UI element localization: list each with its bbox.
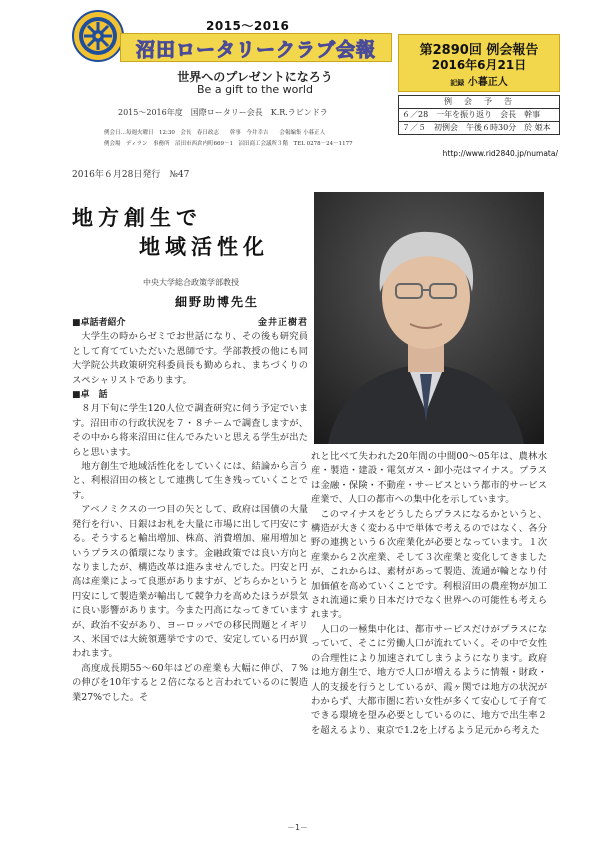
venue-info: 例会場 ディラン 事務所 沼田市西倉内町669－1 沼田商工会議所３階 TEL 0278－24－1177 xyxy=(104,141,353,147)
article-title-line2: 地域活性化 xyxy=(139,234,269,259)
meeting-report-box xyxy=(398,34,560,92)
article-right-column xyxy=(311,450,547,738)
club-name-banner xyxy=(120,33,392,62)
website-url: http://www.rid2840.jp/numata/ xyxy=(442,149,558,158)
meeting-info: 例会日…毎週火曜日 12:30 会長 春日政志 幹事 今井幸吉 会報編集 小暮正人 xyxy=(104,130,326,136)
intro-presenter: 金井正樹君 xyxy=(257,318,308,328)
meeting-schedule xyxy=(398,95,560,135)
recorder-name: 小暮正人 xyxy=(467,77,508,88)
body-paragraph: 高度成長期55～60年はどの産業も大幅に伸び、７%の伸びを10年すると２倍になると言われているのに製造業27%でした。そ xyxy=(72,662,308,703)
issue-line: 2016年６月28日発行 №47 xyxy=(72,170,190,180)
recorder-label: 記録 xyxy=(450,79,465,87)
talk-heading-row xyxy=(72,388,308,402)
page-number: －1－ xyxy=(286,823,309,832)
intro-heading: ■卓話者紹介 xyxy=(72,318,126,328)
body-paragraph: れと比べて失われた20年間の中間00～05年は、農林水産・製造・建設・電気ガス・卸小売はマイナス。プラスは金融・保険・不動産・サービスという都市的サービス産業で、人口の都市への集中化を示しています。 xyxy=(311,451,547,506)
speaker-photo xyxy=(308,192,544,444)
club-years: 2015～2016 xyxy=(206,19,290,33)
article-title-line1: 地方創生で xyxy=(72,205,202,230)
motto-japanese: 世界へのプレゼントになろう xyxy=(177,70,333,84)
article-left-column xyxy=(72,316,308,705)
body-paragraph: ８月下旬に学生120人位で調査研究に伺う予定でいます。沼田市の行政状況を７・８チームで調査しますが、その中から将来沼田に住んでみたいと思える学生が出たらと思います。 xyxy=(72,403,308,458)
schedule-row: ７／５ 初例会 午後６時30分 於 姫本 xyxy=(402,123,551,132)
intro-heading-row xyxy=(72,316,308,330)
body-paragraph: このマイナスをどうしたらプラスになるかというと、構造が大きく変わる中で単体で考えるのではなく、各分野の連携という６次産業化が必要となっています。１次産業から２次産業、そして３次産業と変化してきましたが、これからは、素材があって製造、流通が輪となり付加価値を高めていくことです。利根沼田の農産物が加工され流通に乗り日本だけでなく世界への可能性も考えられます。 xyxy=(311,508,547,621)
schedule-row: ６／28 一年を振り返り 会長 幹事 xyxy=(399,109,559,122)
body-paragraph: 地方創生で地域活性化をしていくには、結論から言うと、利根沼田の核として連携して生き残っていくことです。 xyxy=(72,461,308,501)
talk-heading: ■卓 話 xyxy=(72,390,108,401)
motto-english: Be a gift to the world xyxy=(197,83,313,96)
report-recorder xyxy=(399,73,559,88)
schedule-header: 例 会 予 告 xyxy=(399,96,559,109)
ri-president-line: 2015～2016年度 国際ロータリー会長 K.R.ラビンドラ xyxy=(118,108,328,117)
report-date: 2016年6月21日 xyxy=(431,58,527,72)
speaker-affiliation: 中央大学総合政策学部教授 xyxy=(143,278,239,287)
rotary-wheel-icon xyxy=(72,10,124,62)
body-paragraph: アベノミクスの一つ目の矢として、政府は国債の大量発行を行い、日銀はお札を大量に市場に出して円安にする。そうすると輸出増加、株高、消費増加、雇用増加というプラスの循環になります。金融政策では良い方向となりましたが、構造改革は進みませんでした。円安と円高は産業によって良悪がありますが、どちらかというと円安にして製造業が輸出して競争力を高めたほうが景気に良い影響があります。今また円高になってきていますが、政治不安があり、ヨーロッパでの移民問題とイギリス、米国では大統領選挙ですので、安定している円が買われます。 xyxy=(72,504,308,660)
intro-paragraph: 大学生の時からゼミでお世話になり、その後も研究員として育てていただいた恩師です。学部教授の他にも同大学院公共政策研究科委員長も勤められ、まちづくりのスペシャリストであります。 xyxy=(72,331,308,386)
body-paragraph: 人口の一極集中化は、都市サービスだけがプラスになっていて、そこに労働人口が流れていく。その中で女性の合理性により加速されてしまうようになります。政府は地方創生で、地方で人口が増えるように情報・財政・人的支援を行うとしているが、霞ヶ関では地方の状況がわからず、大都市圏に若い女性が多くて安心して子育てできる環境を望み必要としているのに、地方で出生率２を超えるより、東京で1.2を上げるよう足元から考えた xyxy=(311,623,547,736)
club-name: 沼田ロータリークラブ会報 xyxy=(135,39,376,61)
speaker-name: 細野助博先生 xyxy=(175,295,260,309)
report-number: 第2890回 例会報告 xyxy=(419,43,539,58)
